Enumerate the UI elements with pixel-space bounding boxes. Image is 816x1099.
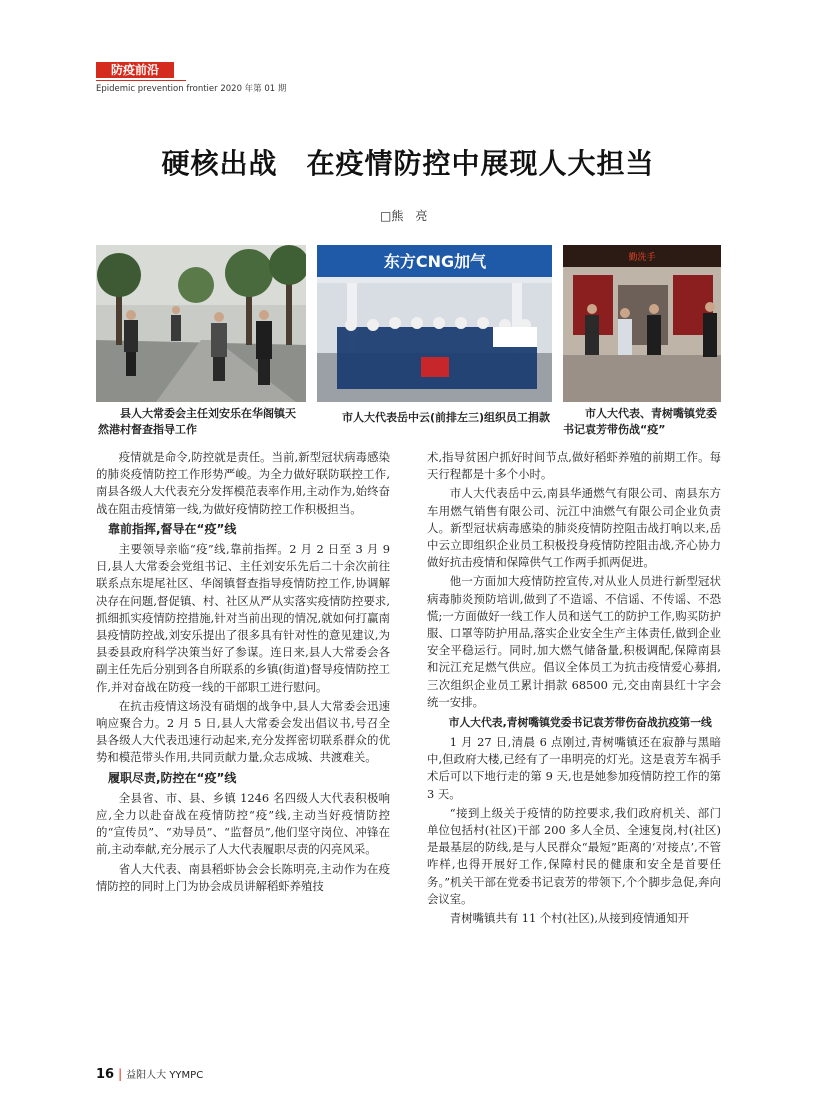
article-title: 硬核出战 在疫情防控中展现人大担当: [161, 147, 655, 180]
article-author: □熊 亮: [380, 209, 428, 223]
body-column-right: [427, 449, 721, 929]
photo-caption-2: 市人大代表岳中云(前排左三)组织员工捐款: [342, 411, 551, 424]
paragraph: 术,指导贫困户抓好时间节点,做好稻虾养殖的前期工作。每天行程都是十多个小时。: [427, 450, 721, 482]
paragraph: “接到上级关于疫情的防控要求,我们政府机关、部门单位包括村(社区)干部 200 多人全员、全速复岗,村(社区)是最基层的防线,是与人民群众“最短”距离的‘对接点’,不管咋样,也得开展好工作,保障村民的健康和安全是首要任务。”机关干部在党委书记袁芳的带领下,个个脚步急促,奔向会议室。: [427, 805, 721, 906]
body-column-left: [96, 449, 390, 897]
section-heading: 靠前指挥,督导在“疫”线: [108, 521, 237, 536]
photo-caption-3: 市人大代表、青树嘴镇党委书记袁芳带伤战“疫”: [563, 407, 717, 436]
photo-street-inspection: [96, 245, 306, 402]
station-sign-text: 东方CNG加气: [383, 252, 487, 271]
section-subtitle: Epidemic prevention frontier 2020 年第 01 期: [96, 84, 287, 94]
section-heading: 市人大代表,青树嘴镇党委书记袁芳带伤奋战抗疫第一线: [448, 716, 712, 730]
street-inspection-image: [96, 245, 306, 402]
photo-caption-1: 县人大常委会主任刘安乐在华阁镇天然港村督查指导工作: [98, 407, 296, 436]
indoor-image: [563, 245, 721, 402]
paragraph: 市人大代表岳中云,南县华通燃气有限公司、南县东方车用燃气销售有限公司、沅江中油燃气有限公司企业负责人。新型冠状病毒感染的肺炎疫情防控阻击战打响以来,岳中云立即组织企业员工积极投身疫情防控阻击战,齐心协力做好抗击疫情和保障供气工作两手抓两促进。: [427, 486, 721, 570]
photo-indoor-epidemic-work: [563, 245, 721, 402]
paragraph: 省人大代表、南县稻虾协会会长陈明亮,主动作为在疫情防控的同时上门为协会成员讲解稻虾养殖技: [96, 861, 390, 893]
footer-separator: |: [118, 1067, 123, 1081]
cng-station-image: [317, 245, 552, 402]
section-tag-underline: [96, 80, 186, 81]
paragraph: 在抗击疫情这场没有硝烟的战争中,县人大常委会迅速响应聚合力。2 月 5 日,县人大常委会发出倡议书,号召全县各级人大代表迅速行动起来,充分发挥密切联系群众的优势和模范带头作用,共同贡献力量,众志成城、共渡难关。: [96, 698, 390, 765]
paragraph: 1 月 27 日,清晨 6 点刚过,青树嘴镇还在寂静与黑暗中,但政府大楼,已经有了一串明亮的灯光。这是袁芳车祸手术后可以下地行走的第 9 天,也是她参加疫情防控工作的第 3 天。: [427, 735, 721, 801]
paragraph: 青树嘴镇共有 11 个村(社区),从接到疫情通知开: [449, 911, 690, 926]
paragraph: 主要领导亲临“疫”线,靠前指挥。2 月 2 日至 3 月 9 日,县人大常委会党组书记、主任刘安乐先后二十余次前往联系点东堤尾社区、华阁镇督查指导疫情防控工作,协调解决存在问题,督促镇、村、社区从严从实落实疫情防控要求,抓细抓实疫情防控措施,针对当前出现的情况,就如何打赢南县疫情防控战,刘安乐提出了很多具有针对性的意见建议,为县委县政府科学决策当好了参谋。连日来,县人大常委会各副主任先后分别到各自所联系的乡镇(街道)督导疫情防控工作,并对奋战在防疫一线的干部职工进行慰问。: [96, 542, 390, 694]
magazine-name: 益阳人大 YYMPC: [126, 1070, 204, 1081]
page-footer: [96, 1066, 203, 1082]
paragraph: 他一方面加大疫情防控宣传,对从业人员进行新型冠状病毒肺炎预防培训,做到了不造谣、不信谣、不传谣、不恐慌;一方面做好一线工作人员和送气工的防护工作,购买防护服、口罩等防护用品,落实企业安全生产主体责任,做到企业安全平稳运行。同时,加大燃气储备量,积极调配,保障南县和沅江充足燃气供应。倡议全体员工为抗击疫情爱心募捐,三次组织企业员工累计捐款 68500 元,交由南县红十字会统一安排。: [427, 574, 721, 709]
section-heading: 履职尽责,防控在“疫”线: [108, 770, 237, 785]
led-sign-text: 勤洗手: [628, 253, 656, 263]
photo-cng-station-donation: [317, 245, 552, 402]
section-tag: 防疫前沿: [96, 62, 174, 78]
paragraph: 全县省、市、县、乡镇 1246 名四级人大代表积极响应,全力以赴奋战在疫情防控“疫”线,主动当好疫情防控的“宣传员”、“劝导员”、“监督员”,他们坚守岗位、冲锋在前,主动奉献,充分展示了人大代表履职尽责的闪亮风采。: [96, 790, 390, 857]
paragraph: 疫情就是命令,防控就是责任。当前,新型冠状病毒感染的肺炎疫情防控工作形势严峻。为全力做好联防联控工作,南县各级人大代表充分发挥模范表率作用,主动作为,始终奋战在阻击疫情第一线,为做好疫情防控工作积极担当。: [96, 450, 390, 516]
page-number: 16: [96, 1067, 115, 1082]
